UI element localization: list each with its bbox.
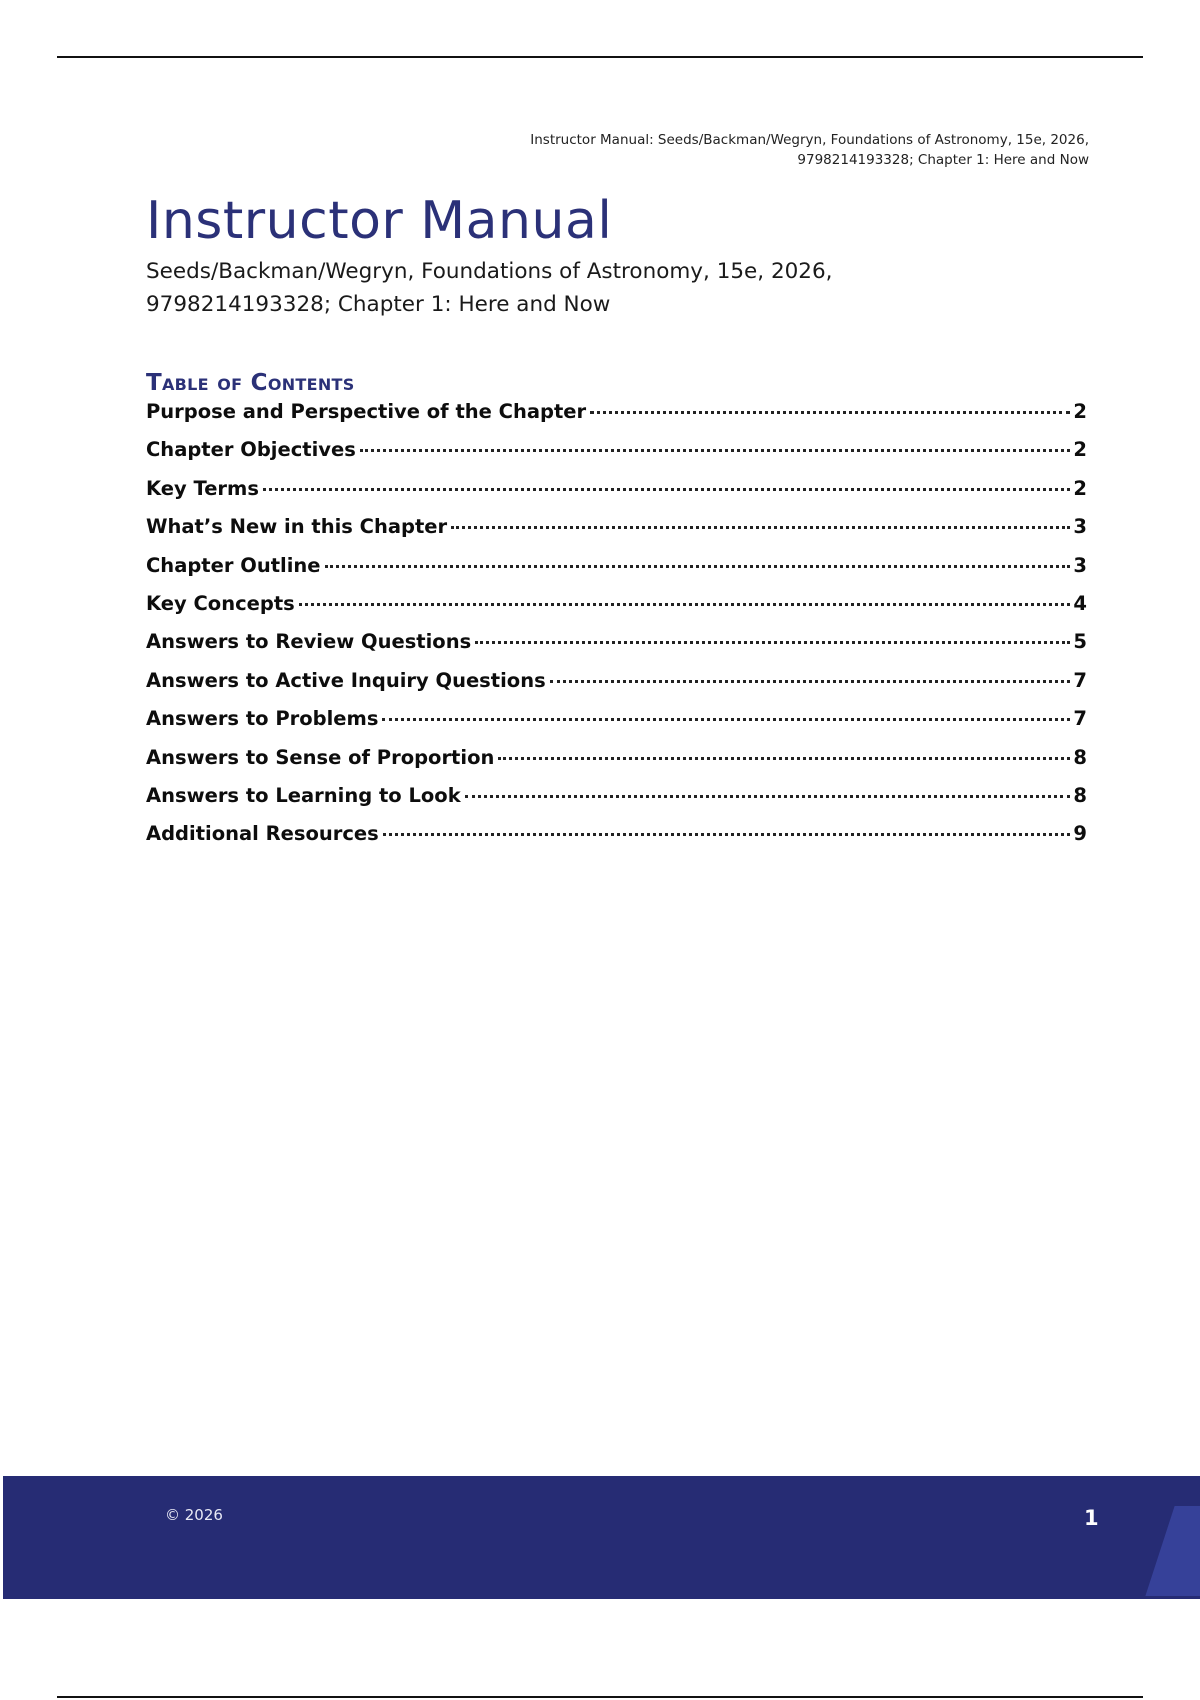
toc-entry-title: Key Terms [146,476,259,500]
footer-band [3,1476,1200,1599]
toc-leader-dots [498,757,1070,760]
toc-entry[interactable] [146,400,1087,438]
toc-entry[interactable] [146,746,1087,784]
toc-leader-dots [383,833,1071,836]
toc-entry-title: Answers to Problems [146,707,379,731]
toc-entry-title: Chapter Outline [146,553,321,577]
subtitle-line-2: 9798214193328; Chapter 1: Here and Now [146,292,611,317]
toc-entry-page: 3 [1073,515,1087,539]
toc-entry-title: Chapter Objectives [146,438,356,462]
toc-entry[interactable] [146,822,1087,860]
toc-entry[interactable] [146,630,1087,668]
toc-leader-dots [263,488,1070,491]
toc-entry-page: 5 [1073,630,1087,654]
toc-leader-dots [382,718,1070,721]
top-rule [57,56,1143,58]
toc-entry[interactable] [146,438,1087,476]
page-title: Instructor Manual [146,191,613,251]
toc-entry-title: Key Concepts [146,591,295,615]
toc-entry-page: 2 [1073,400,1087,423]
toc-entry-page: 4 [1073,591,1087,615]
toc-leader-dots [590,411,1070,414]
toc-entry[interactable] [146,784,1087,822]
toc-leader-dots [451,526,1070,529]
toc-entry-title: Additional Resources [146,822,379,846]
toc-leader-dots [325,565,1071,568]
toc-entry-title: Answers to Learning to Look [146,783,461,807]
copyright-notice: © 2026 [165,1506,223,1524]
toc-entry-title: Answers to Active Inquiry Questions [146,668,546,692]
toc-leader-dots [465,795,1071,798]
toc-entry-page: 7 [1073,668,1087,692]
toc-entry[interactable] [146,669,1087,707]
toc-entry[interactable] [146,707,1087,745]
running-header-line-1: Instructor Manual: Seeds/Backman/Wegryn, Foundations of Astronomy, 15e, 2026, [530,132,1089,148]
toc-entry-page: 8 [1073,783,1087,807]
toc-leader-dots [360,449,1071,452]
toc-entry-page: 8 [1073,745,1087,769]
running-header-line-2: 9798214193328; Chapter 1: Here and Now [797,152,1089,168]
toc-entry[interactable] [146,554,1087,592]
toc-entry-page: 9 [1073,822,1087,846]
toc-heading: Table of Contents [146,370,355,396]
toc-entry[interactable] [146,592,1087,630]
toc-entry-title: What’s New in this Chapter [146,515,448,539]
toc-leader-dots [475,641,1070,644]
toc-entry-page: 2 [1073,476,1087,500]
bottom-rule [57,1696,1143,1698]
subtitle-line-1: Seeds/Backman/Wegryn, Foundations of Astronomy, 15e, 2026, [146,259,833,284]
toc-entry-page: 2 [1073,438,1087,462]
toc-entry-title: Purpose and Perspective of the Chapter [146,400,587,423]
toc-entry[interactable] [146,515,1087,553]
toc-entry-page: 3 [1073,553,1087,577]
footer-accent-shape [1145,1506,1200,1596]
table-of-contents [146,400,1087,861]
toc-entry-title: Answers to Sense of Proportion [146,745,495,769]
toc-entry-page: 7 [1073,707,1087,731]
toc-leader-dots [299,603,1071,606]
page-subtitle [146,255,833,321]
page-number: 1 [1084,1506,1099,1530]
toc-entry-title: Answers to Review Questions [146,630,472,654]
toc-leader-dots [550,680,1071,683]
toc-entry[interactable] [146,477,1087,515]
running-header [329,130,1089,170]
